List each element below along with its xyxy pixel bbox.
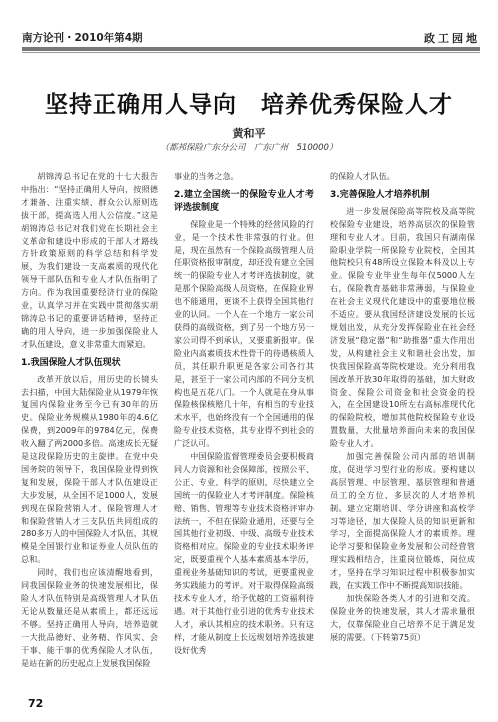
section-heading-3: 3.完善保险人才培养机制 — [330, 189, 430, 200]
page-number: 72 — [28, 697, 44, 710]
author-name: 黄和平 — [232, 127, 266, 140]
section-name: 政工园地 — [424, 32, 480, 45]
intro-paragraph: 胡锦涛总书记在党的十七大报告中指出：“坚持正确用人导向，按照德才兼备、注重实绩、群众公认原则选拔干部，提高选人用人公信度。”这是胡锦涛总书记对我们党在长期社会主义革命和建设中形成的干部人才路线方针政策原则的科学总结和科学发展，为我们建设一支高素质的现代化领导干部队伍和专业人才队伍指明了方向。作为我国重要经济行业的保险业，认真学习并在实践中贯彻落实胡锦涛总书记的重要讲话精神，坚持正确的用人导向，进一步加强保险业人才队伍建设，意义非常重大而紧迫。 — [21, 171, 158, 349]
paragraph: 改革开放以后，用历史的长镜头去扫描，中国大陆保险业从1979年恢复国内保险业务至今已有30年的历史。保险业务规模从1980年的4.6亿保费，到2009年的9784亿元，保费收入翻了两2000多倍。高速成长无疑是这段保险历史的主旋律。在党中央国务院的领导下，我国保险业得到恢复和发展，保险干部人才队伍建设正大步发展，从全国不足1000人，发展到现在保险营销人才、保险管理人才和保险营销人才三支队伍共同组成的280多万人的中国保险人才队伍，其规模是全国银行业和证券业人员队伍的总和。 — [21, 373, 158, 565]
column-1 — [21, 170, 158, 669]
section-heading-2: 2.建立全国统一的保险专业人才考评选拔制度 — [174, 189, 314, 213]
author-affiliation: （都邦保险广东分公司 广东广州 510000） — [160, 143, 338, 153]
section-heading-1: 1.我国保险人才队伍现状 — [21, 357, 121, 368]
header-rule-thin — [22, 52, 480, 53]
paragraph: 进一步发展保险高等院校及高等院校保险专业建设，培养高层次的保险管理和专业人才。目前，我国只有湖南保险职业学院一所保险专业院校，全国其他院校只有48所设立保险本科及以上专业。保险专业毕业生每年仅5000人左右，保险教育基础非常薄弱，与保险业在社会主义现代化建设中的重要地位极不适应。要从我国经济建设发展的长远规划出发，从充分发挥保险业在社会经济发展“稳定器”和“助推器”重大作用出发，从构建社会主义和谐社会出发，加快我国保险高等院校建设。充分利用我国改革开放30年取得的基础，加大财政资金、保险公司资金和社会资金的投入，在全国建设10所左右高标准现代化的保险院校，增加其他院校保险专业设置数量，大批量培养面向未来的我国保险专业人才。 — [330, 205, 475, 449]
paragraph-continued: 事业的当务之急。 — [174, 171, 239, 181]
paragraph: 保险业是一个特殊的经营风险的行业，是一个技术性非常强的行业。但是，现在虽然有一个保险高级管理人员任职资格报审制度，却还没有建立全国统一的保险专业人才考评选拔制度，就是那个保险高级人员资格，在保险业界也不能通用，更谈不上获得全国其他行业的认同。一个人在一个地方一家公司获得的高级资格，到了另一个地方另一家公司得不到承认，又要重新报审。保险业内高素质技术性骨干的待遇核质人员，其任职升职更是各家公司各行其是，甚至于一家公司内部的不同分支机构也是五花八门。一个人就是在身从事保险核保核赔几十年，有相当的专业技术水平，也始终没有一个全国通用的保险专业技术资格，其专业得不到社会的广泛认可。 — [174, 218, 314, 449]
journal-issue: 南方论刊・2010年第4期 — [22, 32, 143, 44]
paragraph-continued: 的保险人才队伍。 — [330, 171, 395, 181]
header-rule — [22, 47, 480, 51]
paragraph: 加强完善保险公司内部的培训制度，促进学习型行业的形成。要构建以高层管理、中层管理、基层管理和普通员工的全方位、多层次的人才培养机制。建立定期培训、学分讲座和高校学习等途径，加大保险人员的知识更新和学习，全面提高保险人才的素质养。理论学习要和保险业务发展和公司经营管理实践相结合，注重岗位锻炼，岗位成才，坚持在学习知识过程中积极参加实践，在实践工作中不断提高知识技能。 — [330, 451, 475, 591]
paragraph: 中国保险监督管理委员会要积极商同人力资源和社会保障部，按照公平、公正、专业、科学的原则，尽快建立全国统一的保险业人才考评制度。保险核赔、销售、管理等专业技术资格评审办法统一，不但在保险业通用，还要与全国其他行业初级、中级、高级专业技术资格相对应。保险业的专业技术职务评定，既要重视个人基本素质基本学历，重视业务基础知识的考试，更要重视业务实践能力的考评。对于取得保险高级技术专业人才，给予优越的工资福利待遇。对于其他行业引进的优秀专业技术人才，承认其相应的技术职务。只有这样，才能从制度上长远规划培养选拔建设好优秀 — [174, 451, 314, 655]
article-title: 坚持正确用人导向 培养优秀保险人才 — [45, 92, 453, 118]
paragraph: 加快保险各类人才的引进和交流。保险业务的快速发展，其人才需求量很大，仅靠保险业自己培养不足于满足发展的需要。（下转第75页） — [330, 593, 475, 642]
paragraph: 同时，我们也应该清醒地看到，同我国保险业务的快速发展相比，保险人才队伍特别是高级管理人才队伍无论从数量还是从素质上，都还远远不够。坚持正确用人导向，培养造就一大批品德好、业务精、作风实、会干事、能干事的优秀保险人才队伍，是站在新的历史起点上发展我国保险 — [21, 567, 158, 668]
column-2 — [174, 170, 314, 657]
running-header — [22, 30, 480, 48]
column-3 — [330, 170, 475, 644]
